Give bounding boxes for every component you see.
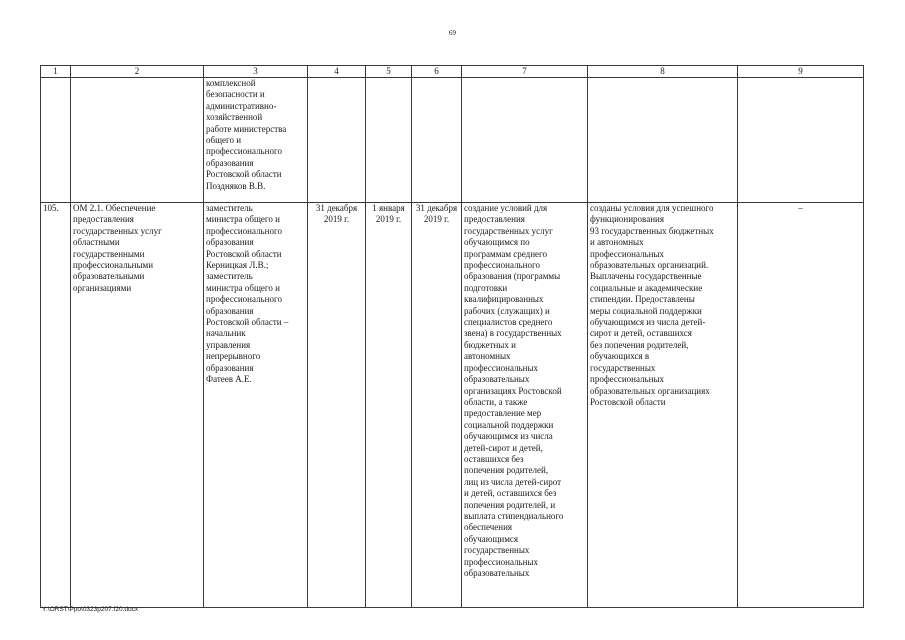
cell-text-line: обучающихся в — [590, 351, 650, 362]
cell-text-line: работе министерства — [206, 123, 287, 134]
cell-text-line: предоставления — [73, 214, 134, 225]
cell-text-line: образования — [206, 305, 254, 316]
cell-text-line: заместитель — [206, 271, 253, 282]
cell-text-line: без попечения родителей, — [590, 339, 689, 350]
cell-text-line: Фатеев А.Е. — [206, 374, 252, 385]
cell-text-line: Ростовской области – — [206, 317, 289, 328]
cell-text-line: предоставление мер — [464, 408, 542, 419]
table-cell — [41, 78, 71, 203]
header-cell: 9 — [738, 66, 864, 78]
cell-text-line: начальник — [206, 328, 246, 339]
cell-text-line: обучающимся из числа — [464, 431, 553, 442]
cell-text-line: функционирования — [590, 214, 664, 225]
cell-text-line: профессионального — [206, 225, 282, 236]
cell-text-line: министра общего и — [206, 282, 280, 293]
cell-text-line: непрерывного — [206, 351, 261, 362]
cell-text-line: созданы условия для успешного — [590, 203, 714, 213]
header-cell: 7 — [462, 66, 588, 78]
cell-text-line: профессионального — [206, 146, 282, 157]
table-cell — [71, 78, 204, 203]
cell-text-line: 2019 г. — [375, 214, 402, 225]
cell-text-line: областными — [73, 237, 120, 248]
cell-text-line: и автономных — [590, 237, 644, 248]
cell-text-line: меры социальной поддержки — [590, 305, 702, 316]
cell-text-line: 2019 г. — [423, 214, 450, 225]
cell-text-line: комплексной — [206, 78, 256, 88]
cell-text-line: оставшихся без — [464, 453, 524, 464]
cell-text-line: создание условий для — [464, 203, 548, 213]
cell-text-line: подготовки — [464, 282, 508, 293]
cell-text-line: профессионального — [206, 294, 282, 305]
cell-text-line: стипендии. Предоставлены — [590, 294, 695, 305]
planned-end-date — [308, 203, 366, 608]
cell-text-line: обеспечения — [464, 522, 513, 533]
table-cell — [308, 78, 366, 203]
cell-text-line: обучающимся по — [464, 237, 530, 248]
cell-text-line: хозяйственной — [206, 112, 263, 123]
cell-text-line: попечения родителей, и — [464, 499, 556, 510]
cell-text-line: выплата стипендиального — [464, 510, 564, 521]
responsible-cell — [204, 78, 308, 203]
cell-text-line: образовательных организаций. — [590, 260, 709, 271]
row-number: 105. — [41, 203, 71, 608]
cell-text-line: лиц из числа детей-сирот — [464, 476, 562, 487]
cell-text-line: обучающимся — [464, 533, 519, 544]
cell-text-line: области, а также — [464, 396, 528, 407]
cell-text-line: обучающимся из числа детей- — [590, 317, 706, 328]
plan-table — [40, 65, 864, 608]
table-cell — [738, 78, 864, 203]
cell-text-line: детей-сирот и детей, — [464, 442, 543, 453]
cell-text-line: Ростовской области — [590, 396, 666, 407]
table-cell — [412, 78, 462, 203]
cell-text-line: профессиональных — [590, 374, 665, 385]
cell-text-line: административно- — [206, 100, 277, 111]
table-row — [41, 203, 864, 608]
cell-text-line: образовательными — [73, 271, 145, 282]
header-row — [41, 66, 864, 78]
cell-text-line: образования — [206, 157, 254, 168]
cell-text-line: образования (программы — [464, 271, 561, 282]
event-name-cell — [71, 203, 204, 608]
cell-text-line: профессиональных — [590, 248, 665, 259]
cell-text-line: Поздняков В.В. — [206, 180, 266, 191]
cell-text-line: рабочих (служащих) и — [464, 305, 550, 316]
cell-text-line: Ростовской области — [206, 248, 282, 259]
cell-text-line: министра общего и — [206, 214, 280, 225]
cell-text-line: социальной поддержки — [464, 419, 554, 430]
header-cell: 3 — [204, 66, 308, 78]
cell-text-line: образовательных — [464, 568, 530, 578]
cell-text-line: 1 января — [372, 203, 405, 213]
actual-start-date — [366, 203, 412, 608]
header-cell: 5 — [366, 66, 412, 78]
cell-text-line: 31 декабря — [315, 203, 358, 213]
cell-text-line: образования — [206, 237, 254, 248]
cell-text-line: 31 декабря — [415, 203, 458, 213]
cell-text-line: попечения родителей, — [464, 465, 549, 476]
expected-result-cell — [462, 203, 588, 608]
cell-text-line: профессиональными — [73, 260, 154, 271]
header-cell: 6 — [412, 66, 462, 78]
table-cell — [588, 78, 738, 203]
notes-cell: – — [738, 203, 864, 608]
cell-text-line: Выплачены государственные — [590, 271, 702, 282]
actual-result-cell — [588, 203, 738, 608]
header-cell: 2 — [71, 66, 204, 78]
header-cell: 1 — [41, 66, 71, 78]
cell-text-line: организациях Ростовской — [464, 385, 562, 396]
cell-text-line: общего и — [206, 135, 242, 146]
cell-text-line: сирот и детей, оставшихся — [590, 328, 692, 339]
cell-text-line: Ростовской области — [206, 169, 282, 180]
cell-text-line: заместитель — [206, 203, 253, 213]
cell-text-line: предоставления — [464, 214, 525, 225]
cell-text-line: специалистов среднего — [464, 317, 553, 328]
file-path-footer: Y:\ORST\Ppo\0323p207.f20.docx — [42, 606, 139, 613]
cell-text-line: образования — [206, 362, 254, 373]
cell-text-line: квалифицированных — [464, 294, 544, 305]
cell-text-line: ОМ 2.1. Обеспечение — [73, 203, 156, 213]
table-row — [41, 78, 864, 203]
responsible-cell — [204, 203, 308, 608]
table-cell — [366, 78, 412, 203]
cell-text-line: образовательных — [464, 374, 530, 385]
cell-text-line: звена) в государственных — [464, 328, 562, 339]
cell-text-line: социальные и академические — [590, 282, 703, 293]
cell-text-line: управления — [206, 339, 251, 350]
cell-text-line: государственных услуг — [73, 225, 162, 236]
header-cell: 8 — [588, 66, 738, 78]
cell-text-line: государственными — [73, 248, 145, 259]
header-cell: 4 — [308, 66, 366, 78]
cell-text-line: образовательных организациях — [590, 385, 710, 396]
cell-text-line: профессиональных — [464, 362, 539, 373]
table-cell — [462, 78, 588, 203]
actual-end-date — [412, 203, 462, 608]
cell-text-line: программам среднего — [464, 248, 547, 259]
cell-text-line: Керницкая Л.В.; — [206, 260, 269, 271]
cell-text-line: государственных услуг — [464, 225, 553, 236]
cell-text-line: государственных — [464, 545, 530, 556]
cell-text-line: 93 государственных бюджетных — [590, 225, 714, 236]
cell-text-line: безопасности и — [206, 89, 265, 100]
cell-text-line: профессиональных — [464, 556, 539, 567]
cell-text-line: бюджетных и — [464, 339, 516, 350]
cell-text-line: и детей, оставшихся без — [464, 488, 557, 499]
cell-text-line: государственных — [590, 362, 656, 373]
cell-text-line: организациями — [73, 282, 132, 293]
cell-text-line: автономных — [464, 351, 511, 362]
cell-text-line: профессионального — [464, 260, 540, 271]
cell-text-line: 2019 г. — [323, 214, 350, 225]
page-number: 69 — [449, 29, 456, 37]
